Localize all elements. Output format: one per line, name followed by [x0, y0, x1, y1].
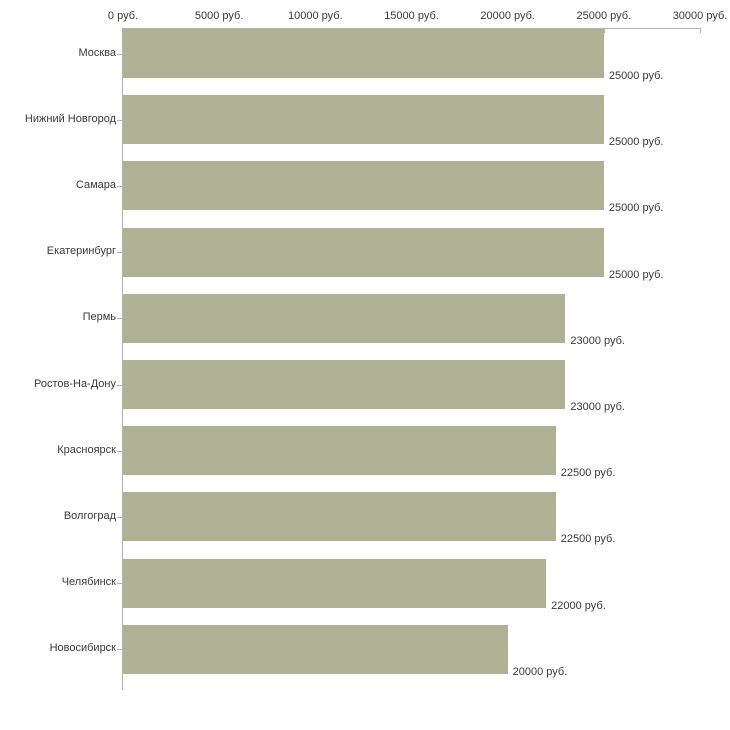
- bar-value-label: 23000 руб.: [570, 401, 625, 413]
- y-tick-mark: [117, 649, 122, 650]
- bar-row: [0, 228, 730, 294]
- category-label: Екатеринбург: [46, 245, 116, 258]
- bar-value-label: 25000 руб.: [608, 268, 664, 281]
- category-label: Ростов-На-Дону: [33, 377, 116, 390]
- bar-value-label: 22500 руб.: [560, 533, 616, 546]
- category-label: Москва: [78, 46, 116, 59]
- bar[interactable]: [123, 492, 556, 541]
- bar-value-label: 25000 руб.: [608, 202, 664, 215]
- bar-row: [0, 161, 730, 227]
- bar-value-label: 25000 руб.: [608, 70, 664, 82]
- x-tick-label: 5000 руб.: [194, 10, 244, 22]
- bar[interactable]: [123, 228, 604, 277]
- bar-row: [0, 95, 730, 161]
- category-label: Пермь: [82, 311, 116, 324]
- bar-row: [0, 426, 730, 492]
- bar-value-label: 22000 руб.: [551, 599, 606, 612]
- bar-value-label: 23000 руб.: [570, 334, 625, 347]
- x-tick-label: 20000 руб.: [480, 10, 535, 22]
- y-tick-mark: [117, 318, 122, 319]
- y-tick-mark: [117, 120, 122, 121]
- bar-value-label: 20000 руб.: [512, 665, 568, 678]
- x-tick-label: 15000 руб.: [384, 10, 439, 22]
- category-label: Самара: [75, 178, 116, 191]
- y-tick-mark: [117, 385, 122, 386]
- category-label: Челябинск: [61, 576, 116, 589]
- bar[interactable]: [123, 29, 604, 78]
- x-tick-label: 10000 руб.: [288, 10, 343, 22]
- bar-row: [0, 360, 730, 426]
- y-tick-mark: [117, 186, 122, 187]
- category-label: Новосибирск: [49, 642, 116, 655]
- bar-value-label: 22500 руб.: [560, 467, 616, 480]
- x-tick-label: 30000 руб.: [672, 10, 728, 22]
- bar[interactable]: [123, 161, 604, 210]
- bar-row: [0, 625, 730, 691]
- bar[interactable]: [123, 559, 546, 608]
- bar[interactable]: [123, 625, 508, 674]
- bar-row: [0, 492, 730, 558]
- category-label: Красноярск: [57, 443, 116, 456]
- bar-row: [0, 29, 730, 95]
- bar[interactable]: [123, 426, 556, 475]
- bar[interactable]: [123, 95, 604, 144]
- category-label: Волгоград: [63, 509, 116, 522]
- y-tick-mark: [117, 252, 122, 253]
- x-tick-label: 0 руб.: [107, 10, 139, 22]
- bar[interactable]: [123, 360, 565, 409]
- y-tick-mark: [117, 451, 122, 452]
- bar[interactable]: [123, 294, 565, 343]
- y-tick-mark: [117, 54, 122, 55]
- bar-row: [0, 294, 730, 360]
- category-label: Нижний Новгород: [24, 112, 116, 125]
- bar-value-label: 25000 руб.: [608, 136, 664, 149]
- y-tick-mark: [117, 517, 122, 518]
- bar-row: [0, 559, 730, 625]
- x-tick-label: 25000 руб.: [576, 10, 632, 22]
- y-tick-mark: [117, 583, 122, 584]
